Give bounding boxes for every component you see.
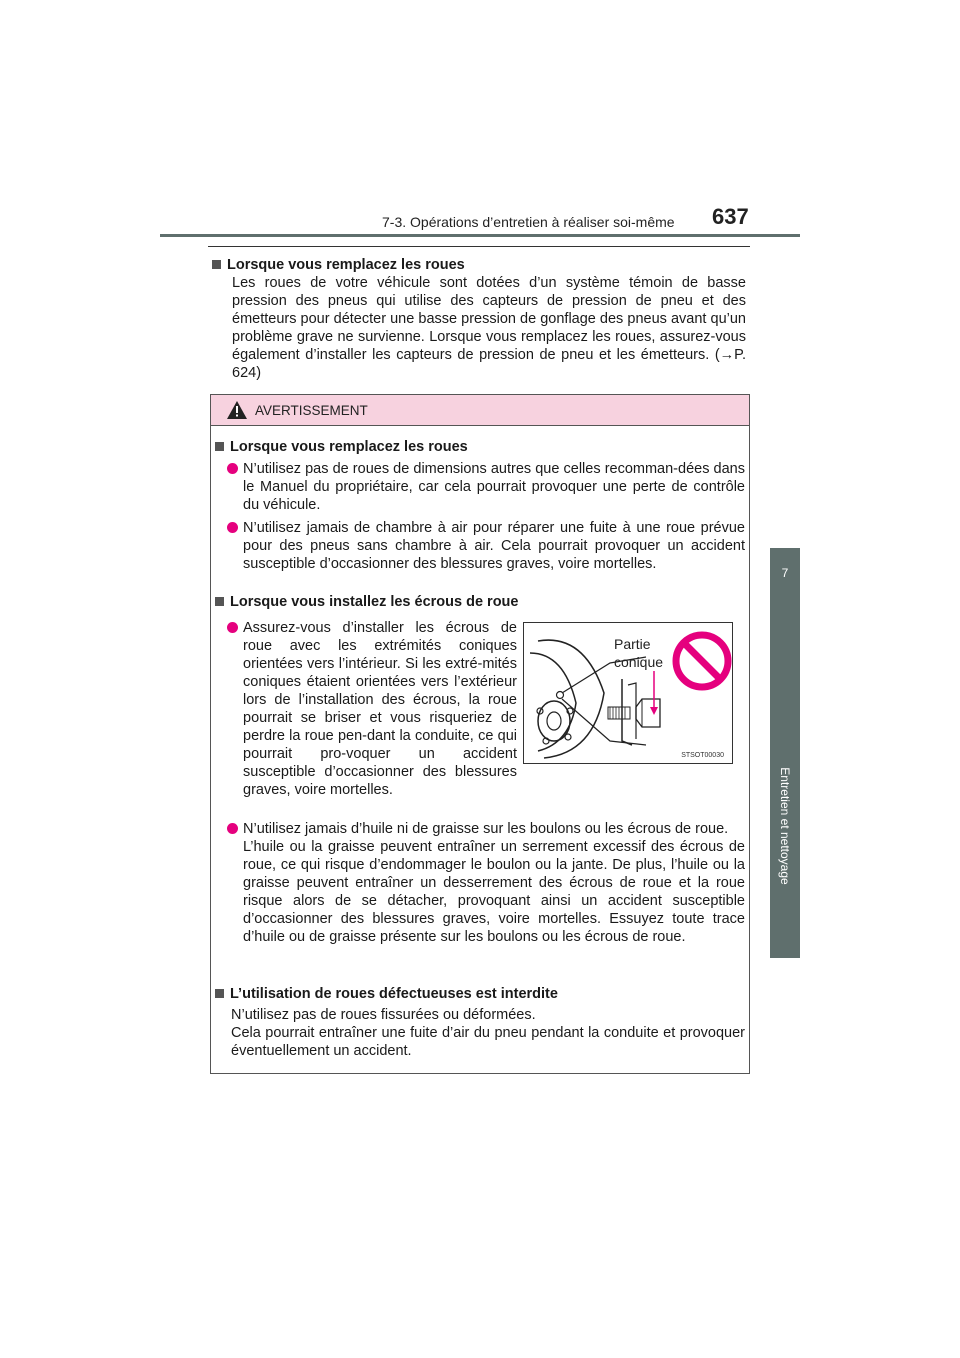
- warning-section-heading: [215, 438, 745, 456]
- bullet-dot-icon: [227, 820, 243, 832]
- wheel-nut-illustration: [523, 622, 733, 764]
- warning-title: AVERTISSEMENT: [255, 403, 368, 418]
- paragraph-line: Cela pourrait entraîner une fuite d’air du pneu pendant la conduite et provoquer éventuellement un accident.: [231, 1025, 745, 1059]
- bullet-dot-icon: [227, 619, 243, 631]
- warning-section-heading-text: L’utilisation de roues défectueuses est interdite: [230, 986, 558, 1002]
- page-header: [160, 202, 800, 236]
- warning-paragraph: [231, 1006, 745, 1060]
- warning-section-heading-text: Lorsque vous remplacez les roues: [230, 439, 468, 455]
- list-item-lead: N’utilisez jamais d’huile ni de graisse sur les boulons ou les écrous de roue.: [243, 821, 729, 837]
- list-item-text: N’utilisez pas de roues de dimensions autres que celles recomman-dées dans le Manuel du propriétaire, car cela pourrait provoquer une perte de contrôle du véhicule.: [243, 461, 745, 513]
- chapter-label: Entretien et nettoyage: [778, 767, 792, 885]
- section-title: 7-3. Opérations d’entretien à réaliser soi-même: [382, 214, 675, 230]
- warning-section-heading: [215, 593, 745, 611]
- list-item-body: L’huile ou la graisse peuvent entraîner un serrement excessif des écrous de roue, ce qui risque d’endommager le boulon ou la jante. De plus, l’huile ou la graisse peuvent entraîner un desserrement des écrous de roue et la roue risque alors de se détacher, provoquant ainsi un accident susceptible d’occasionner des blessures graves, voire mortelles. Essuyez toute trace d’huile ou de graisse présente sur les boulons ou les écrous de roue.: [243, 839, 745, 945]
- warning-box: [210, 394, 750, 1074]
- square-bullet-icon: [212, 260, 221, 269]
- square-bullet-icon: [215, 989, 224, 998]
- list-item-text: Assurez-vous d’installer les écrous de roue avec les extrémités coniques orientées vers l’intérieur. Si les extré-mités coniques étaient orientées vers l’extérieur lors de l’installation des écrous, la roue pourrait se briser et vous risqueriez de perdre la roue pen-dant la conduite, ce qui pourrait pro-voquer un accident susceptible d’occasionner des blessures graves, voire mortelles.: [243, 620, 517, 798]
- list-item: [227, 519, 745, 573]
- list-item-text: N’utilisez jamais de chambre à air pour réparer une fuite à une roue prévue pour des pneus sans chambre à air. Cela pourrait provoquer un accident susceptible d’occasionner des blessures graves, voire mortelles.: [243, 520, 745, 572]
- square-bullet-icon: [215, 442, 224, 451]
- square-bullet-icon: [215, 597, 224, 606]
- bullet-dot-icon: [227, 460, 243, 472]
- intro-heading-text: Lorsque vous remplacez les roues: [227, 257, 465, 273]
- intro-paragraph: Les roues de votre véhicule sont dotées d’un système témoin de basse pression des pneus qui utilise des capteurs de pression de pneu et des émetteurs pour détecter une basse pression de gonflage des pneus avant qu’un problème grave ne survienne. Lorsque vous remplacez les roues, assurez-vous également d’installer les capteurs de pression de pneu et les émetteurs. (→P. 624): [232, 275, 746, 381]
- page-number: 637: [712, 204, 749, 229]
- figure-label-line: Partie: [614, 636, 651, 652]
- figure-label-line: conique: [614, 654, 664, 670]
- warning-section-heading-text: Lorsque vous installez les écrous de roue: [230, 594, 519, 610]
- paragraph-line: N’utilisez pas de roues fissurées ou déformées.: [231, 1007, 536, 1023]
- bullet-dot-icon: [227, 519, 243, 531]
- intro-heading: [212, 256, 746, 274]
- figure-label: [614, 635, 663, 671]
- warning-triangle-icon: [227, 401, 247, 419]
- warning-section-heading: [215, 985, 745, 1003]
- warning-header: [211, 395, 749, 426]
- figure-code: STSOT00030: [681, 752, 724, 759]
- header-rule: [160, 234, 800, 237]
- list-item-text: [243, 820, 745, 946]
- content-rule: [208, 246, 750, 247]
- intro-section: [212, 256, 746, 382]
- list-item: [227, 460, 745, 514]
- chapter-tab: [770, 548, 800, 958]
- list-item: [227, 619, 517, 799]
- chapter-number: 7: [781, 566, 789, 580]
- list-item: [227, 820, 745, 946]
